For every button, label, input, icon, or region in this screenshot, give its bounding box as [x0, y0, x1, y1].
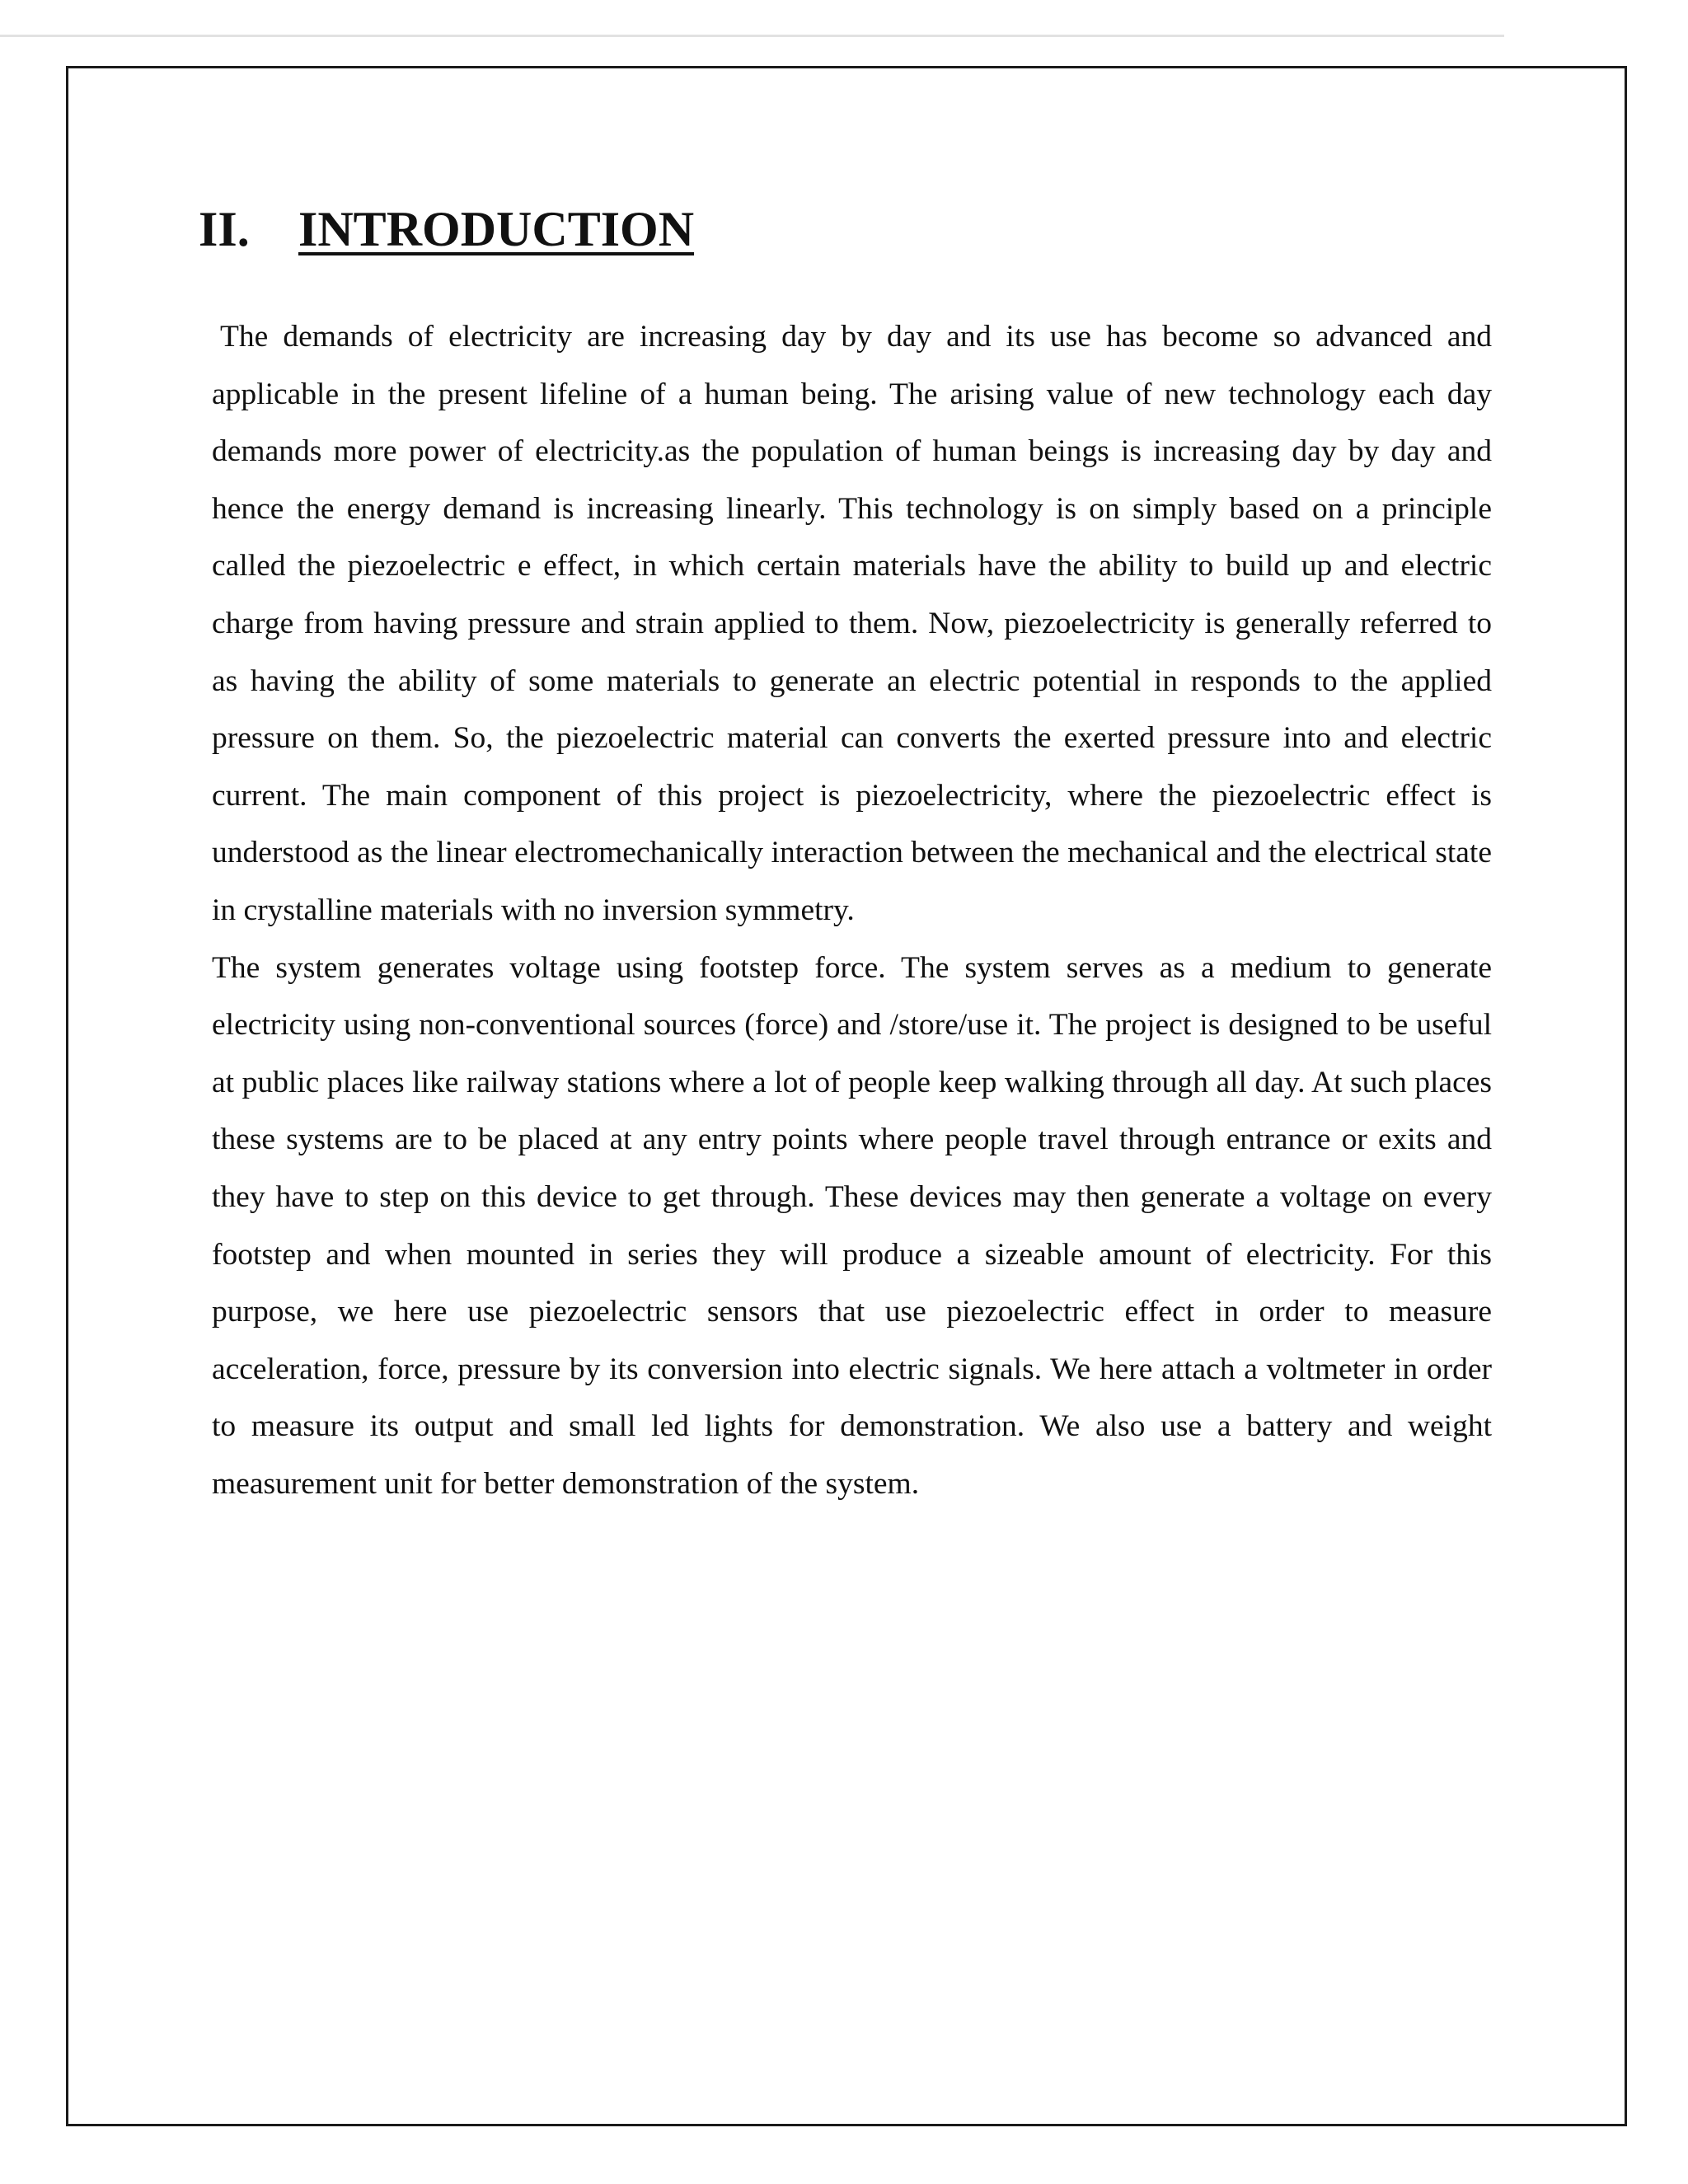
- section-number: II.: [199, 202, 250, 256]
- body-text: [212, 308, 1492, 1512]
- paragraph-system: The system generates voltage using footstep force. The system serves as a medium to generate electricity using non-conventional sources (force) and /store/use it. The project is designed to be useful at public places like railway stations where a lot of people keep walking through all day. At such places these systems are to be placed at any entry points where people travel through entrance or exits and they have to step on this device to get through. These devices may then generate a voltage on every footstep and when mounted in series they will produce a sizeable amount of electricity. For this purpose, we here use piezoelectric sensors that use piezoelectric effect in order to measure acceleration, force, pressure by its conversion into electric signals. We here attach a voltmeter in order to measure its output and small led lights for demonstration. We also use a battery and weight measurement unit for better demonstration of the system.: [212, 950, 1492, 1501]
- top-divider: [0, 35, 1504, 37]
- section-title: INTRODUCTION: [298, 202, 695, 256]
- section-heading: [199, 196, 694, 262]
- paragraph-intro: The demands of electricity are increasing day by day and its use has become so advanced and applicable in the present lifeline of a human being. The arising value of new technology each day demands more power of electricity.as the population of human beings is increasing day by day and hence the energy demand is increasing linearly. This technology is on simply based on a principle called the piezoelectric e effect, in which certain materials have the ability to build up and electric charge from having pressure and strain applied to them. Now, piezoelectricity is generally referred to as having the ability of some materials to generate an electric potential in responds to the applied pressure on them. So, the piezoelectric material can converts the exerted pressure into and electric current. The main component of this project is piezoelectricity, where the piezoelectric effect is understood as the linear electromechanically interaction between the mechanical and the electrical state in crystalline materials with no inversion symmetry.: [212, 320, 1492, 927]
